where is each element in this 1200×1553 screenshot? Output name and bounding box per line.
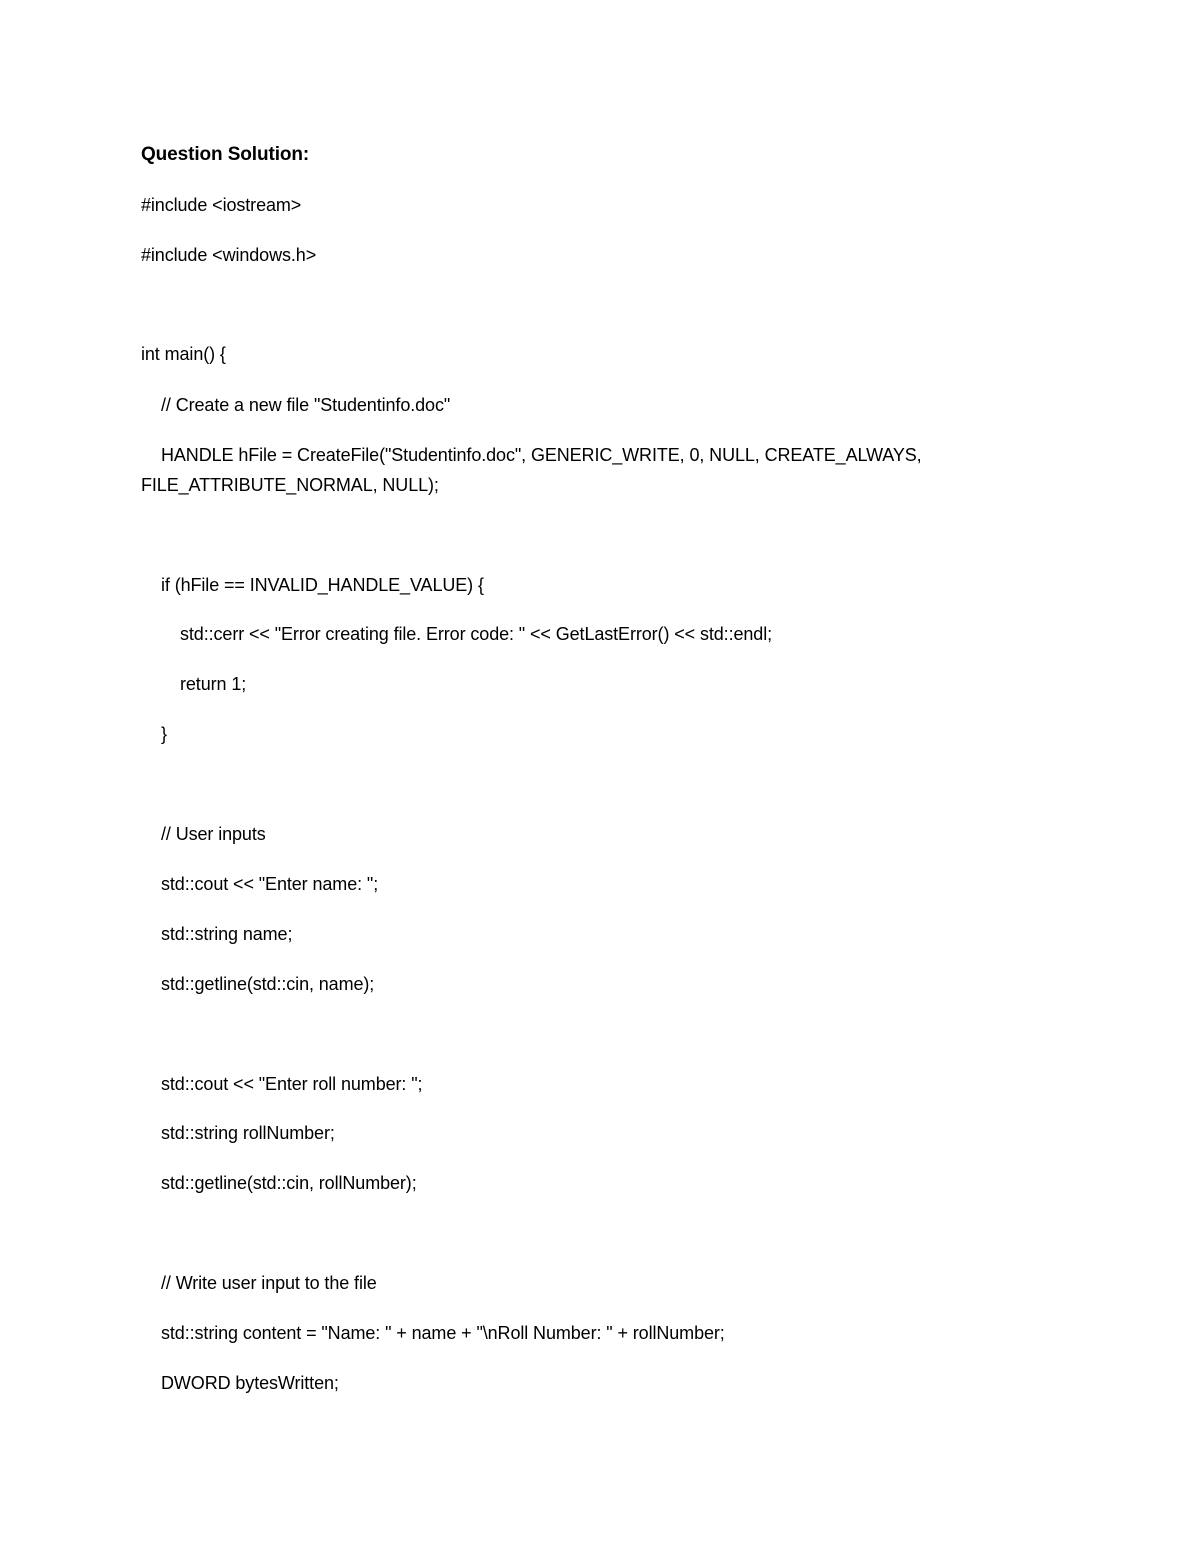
code-line-cerr: std::cerr << "Error creating file. Error code: " << GetLastError() << std::endl; <box>180 624 773 644</box>
code-line-content: std::string content = "Name: " + name + "\nRoll Number: " + rollNumber; <box>161 1323 725 1343</box>
code-line-include-iostream: #include <iostream> <box>141 195 302 215</box>
code-line-main: int main() { <box>141 344 226 364</box>
code-line-cout-roll: std::cout << "Enter roll number: "; <box>161 1074 423 1094</box>
code-line-comment-create-file: // Create a new file "Studentinfo.doc" <box>161 395 451 415</box>
code-line-return: return 1; <box>180 674 247 694</box>
code-line-if-invalid-handle: if (hFile == INVALID_HANDLE_VALUE) { <box>161 575 484 595</box>
code-line-comment-write: // Write user input to the file <box>161 1273 377 1293</box>
code-line-createfile: HANDLE hFile = CreateFile("Studentinfo.doc", GENERIC_WRITE, 0, NULL, CREATE_ALWAYS, <box>161 445 922 465</box>
code-line-string-roll: std::string rollNumber; <box>161 1123 335 1143</box>
code-line-comment-user-inputs: // User inputs <box>161 824 266 844</box>
code-line-getline-name: std::getline(std::cin, name); <box>161 974 375 994</box>
code-line-getline-roll: std::getline(std::cin, rollNumber); <box>161 1173 417 1193</box>
code-line-include-windows: #include <windows.h> <box>141 245 317 265</box>
document-heading: Question Solution: <box>141 144 310 165</box>
code-line-closing-brace: } <box>161 724 167 744</box>
code-line-cout-name: std::cout << "Enter name: "; <box>161 874 379 894</box>
code-line-createfile-continued: FILE_ATTRIBUTE_NORMAL, NULL); <box>141 475 439 495</box>
code-line-string-name: std::string name; <box>161 924 293 944</box>
code-line-bytes-written: DWORD bytesWritten; <box>161 1373 339 1393</box>
